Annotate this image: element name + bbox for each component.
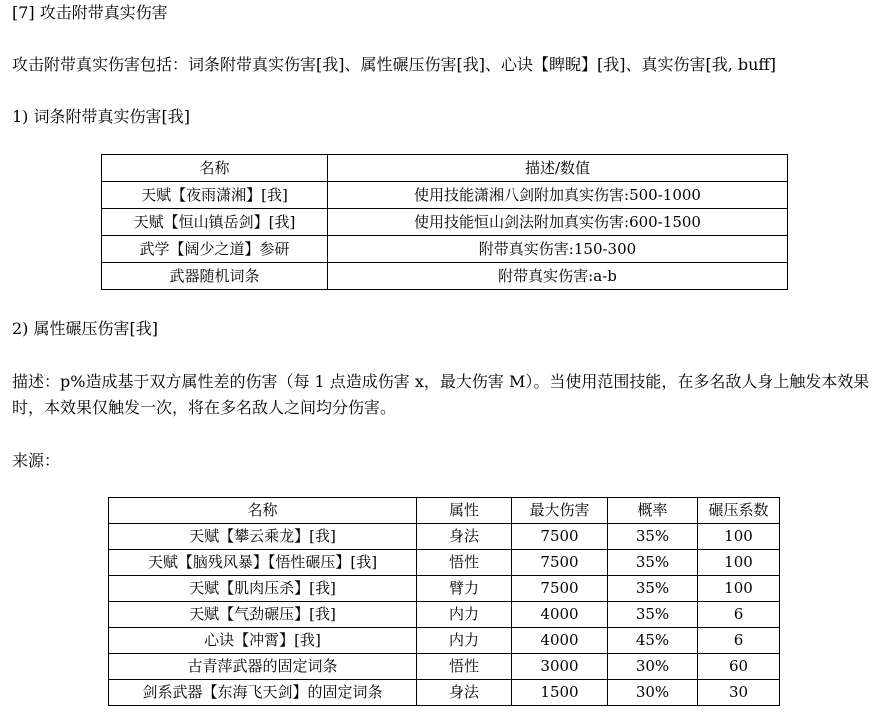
attribute-crush-table [108, 497, 780, 706]
cell-coefficient: 60 [698, 654, 780, 680]
cell-coefficient: 100 [698, 524, 780, 550]
col-header-coefficient: 碾压系数 [698, 498, 780, 524]
cell-name: 天赋【夜雨潇湘】[我] [102, 182, 328, 209]
table-row [109, 602, 780, 628]
cell-coefficient: 6 [698, 628, 780, 654]
table-row [109, 524, 780, 550]
cell-name: 天赋【攀云乘龙】[我] [109, 524, 417, 550]
table-header-row [109, 498, 780, 524]
cell-attr: 内力 [417, 628, 512, 654]
cell-chance: 30% [608, 680, 698, 706]
cell-coefficient: 6 [698, 602, 780, 628]
table-row [109, 680, 780, 706]
cell-max-damage: 4000 [512, 602, 608, 628]
cell-desc: 附带真实伤害:a-b [328, 263, 788, 290]
cell-max-damage: 7500 [512, 524, 608, 550]
cell-max-damage: 7500 [512, 550, 608, 576]
table-row [102, 182, 788, 209]
cell-attr: 内力 [417, 602, 512, 628]
cell-attr: 臂力 [417, 576, 512, 602]
cell-max-damage: 1500 [512, 680, 608, 706]
table-row [109, 550, 780, 576]
cell-name: 天赋【恒山镇岳剑】[我] [102, 209, 328, 236]
section2-description: 描述：p%造成基于双方属性差的伤害（每 1 点造成伤害 x，最大伤害 M）。当使用范围技能，在多名敌人身上触发本效果时，本效果仅触发一次，将在多名敌人之间均分伤害。 [12, 372, 870, 417]
cell-max-damage: 7500 [512, 576, 608, 602]
intro-text: 攻击附带真实伤害包括：词条附带真实伤害[我]、属性碾压伤害[我]、心诀【睥睨】[我]、真实伤害[我, buff] [12, 55, 777, 74]
col-header-name: 名称 [109, 498, 417, 524]
col-header-max-damage: 最大伤害 [512, 498, 608, 524]
source-label: 来源： [12, 451, 61, 470]
section2-title: 2) 属性碾压伤害[我] [12, 319, 158, 338]
cell-name: 天赋【气劲碾压】[我] [109, 602, 417, 628]
table-header-row [102, 155, 788, 182]
true-damage-table [101, 154, 788, 290]
table-row [102, 236, 788, 263]
cell-chance: 35% [608, 576, 698, 602]
cell-attr: 身法 [417, 680, 512, 706]
cell-attr: 悟性 [417, 550, 512, 576]
table-row [109, 654, 780, 680]
table-row [109, 576, 780, 602]
col-header-desc: 描述/数值 [328, 155, 788, 182]
col-header-name: 名称 [102, 155, 328, 182]
cell-name: 古青萍武器的固定词条 [109, 654, 417, 680]
cell-desc: 使用技能潇湘八剑附加真实伤害:500-1000 [328, 182, 788, 209]
table-row [109, 628, 780, 654]
cell-chance: 30% [608, 654, 698, 680]
cell-chance: 45% [608, 628, 698, 654]
table-row [102, 263, 788, 290]
cell-name: 武器随机词条 [102, 263, 328, 290]
cell-desc: 使用技能恒山剑法附加真实伤害:600-1500 [328, 209, 788, 236]
cell-name: 心诀【冲霄】[我] [109, 628, 417, 654]
cell-coefficient: 30 [698, 680, 780, 706]
cell-coefficient: 100 [698, 550, 780, 576]
col-header-attr: 属性 [417, 498, 512, 524]
cell-chance: 35% [608, 524, 698, 550]
cell-name: 天赋【脑残风暴】【悟性碾压】[我] [109, 550, 417, 576]
cell-attr: 身法 [417, 524, 512, 550]
cell-chance: 35% [608, 550, 698, 576]
cell-max-damage: 4000 [512, 628, 608, 654]
cell-desc: 附带真实伤害:150-300 [328, 236, 788, 263]
cell-max-damage: 3000 [512, 654, 608, 680]
cell-name: 武学【阔少之道】参研 [102, 236, 328, 263]
cell-name: 天赋【肌肉压杀】[我] [109, 576, 417, 602]
col-header-chance: 概率 [608, 498, 698, 524]
cell-coefficient: 100 [698, 576, 780, 602]
cell-name: 剑系武器【东海飞天剑】的固定词条 [109, 680, 417, 706]
section-heading: [7] 攻击附带真实伤害 [12, 3, 168, 22]
section1-title: 1) 词条附带真实伤害[我] [12, 107, 190, 126]
cell-attr: 悟性 [417, 654, 512, 680]
cell-chance: 35% [608, 602, 698, 628]
table-row [102, 209, 788, 236]
